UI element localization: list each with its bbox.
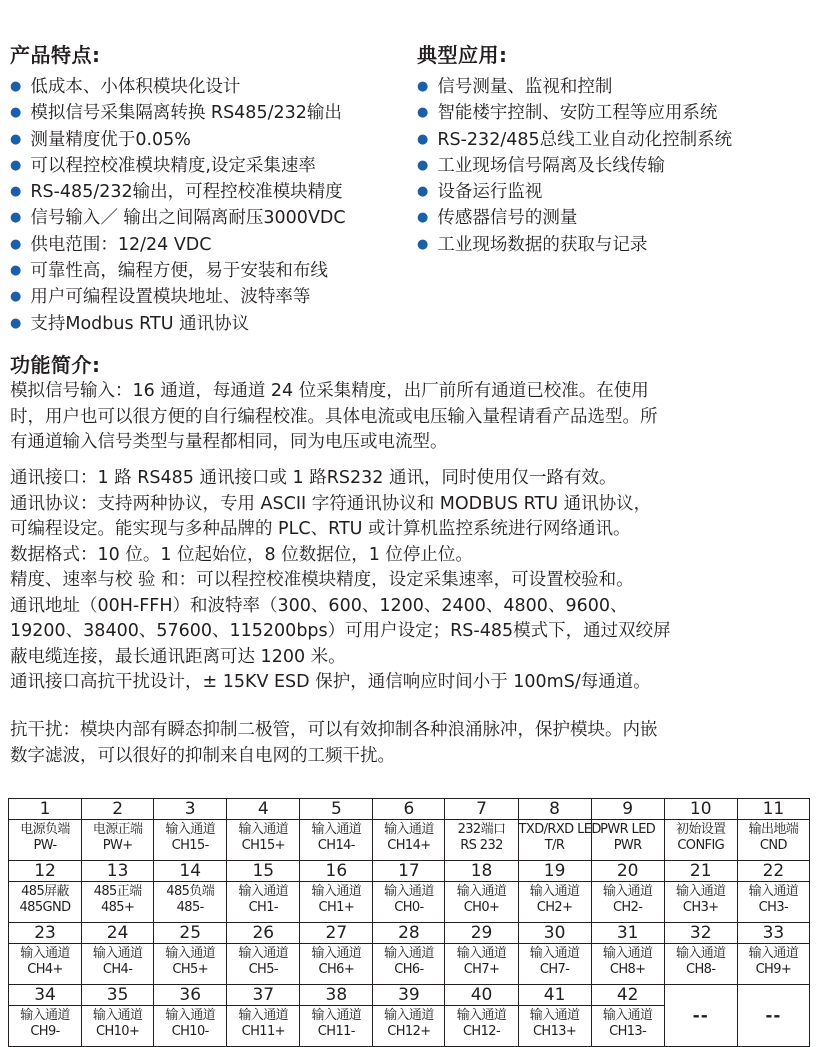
pin-function-label: 输入通道 <box>311 946 362 961</box>
pin-description <box>227 882 300 923</box>
list-item <box>10 258 346 284</box>
bullet-icon: ● <box>10 184 22 200</box>
pin-description <box>445 944 518 985</box>
pin-description <box>9 882 82 923</box>
list-item <box>10 153 346 179</box>
pin-signal-label: RS 232 <box>460 838 503 853</box>
pin-description <box>664 944 737 985</box>
pin-description-row <box>9 820 810 861</box>
pin-signal-label: CONFIG <box>677 838 725 853</box>
pin-signal-label: CH1+ <box>318 900 355 915</box>
pin-number: 21 <box>664 861 737 882</box>
pin-description <box>82 1006 154 1047</box>
pin-description <box>300 944 373 985</box>
pin-description <box>154 944 227 985</box>
list-item <box>417 153 732 179</box>
pin-description <box>9 820 82 861</box>
pin-function-label: 输入通道 <box>384 822 434 837</box>
pin-description <box>591 820 664 861</box>
pin-function-label: 输入通道 <box>456 1008 507 1023</box>
features-heading: 产品特点: <box>10 43 101 67</box>
pin-signal-label: CH6- <box>394 962 424 977</box>
pin-function-label: 输入通道 <box>529 1008 580 1023</box>
pin-number: 29 <box>445 923 518 944</box>
pin-number: 34 <box>9 985 82 1006</box>
feature-text: 可以程控校准模块精度,设定采集速率 <box>30 155 316 176</box>
application-text: RS-232/485总线工业自动化控制系统 <box>437 129 733 150</box>
pin-number: 12 <box>9 861 82 882</box>
pin-description <box>373 820 445 861</box>
application-text: 工业现场数据的获取与记录 <box>437 234 648 255</box>
pin-description <box>664 820 737 861</box>
pin-signal-label: CH12- <box>462 1024 501 1039</box>
pin-function-label: 输入通道 <box>384 946 434 961</box>
pin-description <box>737 820 809 861</box>
pin-function-label: 输入通道 <box>238 946 289 961</box>
pin-function-label: 输入通道 <box>384 884 434 899</box>
empty-pin-cell: -- <box>737 985 809 1047</box>
pin-number: 42 <box>591 985 664 1006</box>
pin-description <box>82 820 154 861</box>
pin-function-label: 输入通道 <box>529 884 580 899</box>
pin-number: 15 <box>227 861 300 882</box>
pin-signal-label: CH10+ <box>95 1024 140 1039</box>
pin-number: 28 <box>373 923 445 944</box>
pin-function-label: 输入通道 <box>529 946 580 961</box>
feature-text: 支持Modbus RTU 通讯协议 <box>30 313 250 334</box>
list-item <box>10 284 346 310</box>
pin-function-label: 输入通道 <box>238 1008 289 1023</box>
pin-function-label: 输入通道 <box>92 946 143 961</box>
pin-number: 32 <box>664 923 737 944</box>
list-item <box>10 127 346 153</box>
pin-number: 11 <box>737 799 809 820</box>
pin-number: 19 <box>518 861 591 882</box>
bullet-icon: ● <box>417 184 429 200</box>
application-text: 智能楼宇控制、安防工程等应用系统 <box>437 103 718 124</box>
pin-function-label: 输入通道 <box>602 884 653 899</box>
pin-description <box>82 944 154 985</box>
anti-interference-paragraph: 抗干扰：模块内部有瞬态抑制二极管，可以有效抑制各种浪涌脉冲，保护模块。内嵌 数字滤波，可以很好的抑制来自电网的工频干扰。 <box>10 720 658 766</box>
pin-description <box>737 882 809 923</box>
pin-signal-label: CH13- <box>609 1024 647 1039</box>
pin-signal-label: CH5- <box>248 962 278 977</box>
pin-signal-label: CH0- <box>394 900 424 915</box>
bullet-icon: ● <box>10 315 22 331</box>
pin-signal-label: CH9- <box>30 1024 60 1039</box>
pin-signal-label: CH15+ <box>241 838 285 853</box>
pin-signal-label: CH8- <box>686 962 716 977</box>
pin-number: 35 <box>82 985 154 1006</box>
pin-function-label: 输入通道 <box>456 884 507 899</box>
analog-input-paragraph: 模拟信号输入：16 通道，每通道 24 位采集精度，出厂前所有通道已校准。在使用 时，用户也可以很方便的自行编程校准。具体电流或电压输入量程请看产品选型。所 有通道输入信号类型与量程都相同，同为电压或电流型。 <box>10 381 658 452</box>
pin-function-label: 输入通道 <box>238 884 289 899</box>
pin-function-label: 输入通道 <box>165 946 215 961</box>
bullet-icon: ● <box>417 157 429 173</box>
pin-description <box>518 820 601 861</box>
list-item <box>417 205 732 231</box>
pin-description <box>518 1006 591 1047</box>
pin-description <box>445 1006 518 1047</box>
pin-signal-label: T/R <box>544 838 565 853</box>
pin-signal-label: 485+ <box>100 900 135 915</box>
pin-function-label: 输入通道 <box>602 1008 653 1023</box>
pin-number: 25 <box>154 923 227 944</box>
pin-signal-label: PWR <box>613 838 642 853</box>
feature-text: 测量精度优于0.05% <box>30 129 191 150</box>
pin-number: 10 <box>664 799 737 820</box>
list-item <box>417 127 732 153</box>
pin-number: 20 <box>591 861 664 882</box>
pin-number: 1 <box>9 799 82 820</box>
pin-function-label: 485正端 <box>93 884 142 899</box>
bullet-icon: ● <box>10 157 22 173</box>
pin-function-label: 输入通道 <box>456 946 507 961</box>
pin-function-label: 输入通道 <box>20 946 70 961</box>
pin-signal-label: CH0+ <box>463 900 500 915</box>
pin-number-row <box>9 861 810 882</box>
features-list <box>10 74 346 337</box>
pin-number: 2 <box>82 799 154 820</box>
pin-function-label: PWR LED <box>600 822 656 837</box>
pin-signal-label: CH6+ <box>318 962 355 977</box>
pin-signal-label: CND <box>759 838 787 853</box>
pin-signal-label: CH7- <box>539 962 570 977</box>
pin-description <box>154 820 227 861</box>
bullet-icon: ● <box>10 236 22 252</box>
pin-signal-label: CH10- <box>171 1024 209 1039</box>
application-text: 设备运行监视 <box>437 182 543 203</box>
pin-number: 14 <box>154 861 227 882</box>
pin-function-label: 输入通道 <box>311 1008 362 1023</box>
pin-signal-label: CH8+ <box>609 962 646 977</box>
list-item <box>10 232 346 258</box>
pin-description <box>82 882 154 923</box>
list-item <box>10 100 346 126</box>
pin-description <box>373 882 445 923</box>
pin-signal-label: CH9+ <box>755 962 792 977</box>
pin-function-label: 电源正端 <box>92 822 143 837</box>
bullet-icon: ● <box>417 79 429 94</box>
pin-number: 18 <box>445 861 518 882</box>
pin-description <box>154 1006 227 1047</box>
pin-signal-label: CH2- <box>612 900 643 915</box>
pin-signal-label: 485- <box>176 900 204 915</box>
pin-number: 7 <box>445 799 518 820</box>
pin-number: 17 <box>373 861 445 882</box>
pin-function-label: 输入通道 <box>238 822 289 837</box>
pin-function-label: 输入通道 <box>675 884 726 899</box>
bullet-icon: ● <box>417 131 429 147</box>
pin-signal-label: PW- <box>33 838 57 853</box>
list-item <box>417 100 732 126</box>
pin-number: 26 <box>227 923 300 944</box>
pin-number: 3 <box>154 799 227 820</box>
pin-signal-label: CH4+ <box>27 962 63 977</box>
bullet-icon: ● <box>10 289 22 305</box>
pin-description <box>300 882 373 923</box>
pin-description <box>227 820 300 861</box>
pin-function-label: 输入通道 <box>165 1008 215 1023</box>
pin-signal-label: PW+ <box>102 838 133 853</box>
applications-list <box>417 74 732 258</box>
pin-signal-label: CH12+ <box>387 1024 431 1039</box>
pin-description <box>300 1006 373 1047</box>
list-item <box>417 179 732 205</box>
pin-function-label: 输入通道 <box>92 1008 143 1023</box>
pin-number: 31 <box>591 923 664 944</box>
pin-description <box>445 820 518 861</box>
pin-description <box>373 1006 445 1047</box>
list-item <box>10 311 346 337</box>
feature-text: 低成本、小体积模块化设计 <box>30 77 241 97</box>
feature-text: RS-485/232输出，可程控校准模块精度 <box>30 182 343 203</box>
pin-description-row <box>9 882 810 923</box>
list-item <box>10 74 346 100</box>
pin-description <box>445 882 518 923</box>
pin-number: 36 <box>154 985 227 1006</box>
pin-function-label: 输出地端 <box>748 822 799 837</box>
pin-signal-label: CH3+ <box>682 900 719 915</box>
pin-number-row <box>9 799 810 820</box>
pin-description <box>591 882 664 923</box>
pin-description <box>591 1006 664 1047</box>
pin-description <box>591 944 664 985</box>
pin-function-label: 输入通道 <box>602 946 653 961</box>
pin-signal-label: CH2+ <box>536 900 573 915</box>
pin-number: 30 <box>518 923 591 944</box>
pin-function-label: 输入通道 <box>384 1008 434 1023</box>
pin-function-label: 输入通道 <box>311 822 362 837</box>
bullet-icon: ● <box>417 105 429 121</box>
pin-number-row <box>9 985 810 1006</box>
pin-number: 23 <box>9 923 82 944</box>
bullet-icon: ● <box>10 210 22 226</box>
pin-number: 5 <box>300 799 373 820</box>
bullet-icon: ● <box>417 210 429 226</box>
pin-description <box>227 944 300 985</box>
pin-description <box>227 1006 300 1047</box>
feature-text: 信号输入／ 输出之间隔离耐压3000VDC <box>30 208 346 229</box>
pin-description <box>9 1006 82 1047</box>
pin-signal-label: CH11+ <box>241 1024 285 1039</box>
pin-function-label: 电源负端 <box>20 822 70 837</box>
pin-description-row <box>9 944 810 985</box>
pin-function-label: 输入通道 <box>675 946 726 961</box>
pin-function-label: 232端口 <box>457 822 506 837</box>
pin-signal-label: 485GND <box>19 900 71 915</box>
pin-number-row <box>9 923 810 944</box>
feature-text: 供电范围：12/24 VDC <box>30 234 212 255</box>
pin-description <box>9 944 82 985</box>
pin-function-label: 初始设置 <box>675 822 726 837</box>
pin-function-label: 输入通道 <box>311 884 362 899</box>
pin-number: 8 <box>518 799 591 820</box>
pin-description <box>154 882 227 923</box>
pin-description <box>737 944 809 985</box>
pin-description <box>300 820 373 861</box>
pin-number: 33 <box>737 923 809 944</box>
pin-signal-label: CH15- <box>171 838 209 853</box>
pin-number: 9 <box>591 799 664 820</box>
pin-description <box>518 944 591 985</box>
pin-description <box>373 944 445 985</box>
empty-pin-cell: -- <box>664 985 737 1047</box>
functions-heading: 功能简介: <box>10 353 101 377</box>
pin-description <box>518 882 591 923</box>
feature-text: 可靠性高，编程方便，易于安装和布线 <box>30 261 328 282</box>
communication-paragraph: 通讯接口：1 路 RS485 通讯接口或 1 路RS232 通讯，同时使用仅一路有效。 通讯协议：支持两种协议，专用 ASCII 字符通讯协议和 MODBUS RTU 通讯协议， 可编程设定。能实现与多种品牌的 PLC、RTU 或计算机监控系统进行网络通讯。 数据格式：10 位。1 位起始位，8 位数据位，1 位停止位。 精度、速率与校 验 和：可以程控校准模块精度，设定采集速率，可设置校验和。 通讯地址（00H-FFH）和波特率（300、600、1200、2400、4800、9600、 19200、38400、57600、115200bps）可用户设定；RS-485模式下，通过双绞屏 蔽电缆连接，最长通讯距离可达 1200 米。 通讯接口高抗干扰设计，± 15KV ESD 保护，通信响应时间小于 100mS/每通道。 <box>10 468 671 692</box>
pin-number: 27 <box>300 923 373 944</box>
pin-description <box>664 882 737 923</box>
pin-signal-label: CH7+ <box>463 962 500 977</box>
pin-function-label: 输入通道 <box>165 822 215 837</box>
pin-number: 41 <box>518 985 591 1006</box>
pin-signal-label: CH14- <box>317 838 355 853</box>
pin-number: 13 <box>82 861 154 882</box>
pin-definition-table <box>8 798 810 1047</box>
application-text: 传感器信号的测量 <box>437 208 578 229</box>
pin-signal-label: CH5+ <box>172 962 208 977</box>
pin-function-label: 485负端 <box>166 884 215 899</box>
pin-number: 22 <box>737 861 809 882</box>
pin-number: 38 <box>300 985 373 1006</box>
pin-signal-label: CH13+ <box>532 1024 577 1039</box>
pin-signal-label: CH4- <box>102 962 133 977</box>
feature-text: 模拟信号采集隔离转换 RS485/232输出 <box>30 103 342 124</box>
pin-function-label: 输入通道 <box>748 946 799 961</box>
list-item <box>417 232 732 258</box>
applications-heading: 典型应用: <box>417 43 508 67</box>
bullet-icon: ● <box>10 105 22 121</box>
pin-function-label: 输入通道 <box>748 884 799 899</box>
pin-number: 6 <box>373 799 445 820</box>
pin-number: 37 <box>227 985 300 1006</box>
pin-number: 16 <box>300 861 373 882</box>
pin-signal-label: CH1- <box>248 900 278 915</box>
pin-number: 39 <box>373 985 445 1006</box>
pin-signal-label: CH11- <box>317 1024 355 1039</box>
pin-number: 24 <box>82 923 154 944</box>
bullet-icon: ● <box>10 79 22 94</box>
application-text: 工业现场信号隔离及长线传输 <box>437 155 665 176</box>
application-text: 信号测量、监视和控制 <box>437 77 613 97</box>
pin-function-label: TXD/RXD LED <box>518 822 601 837</box>
pin-function-label: 485屏蔽 <box>21 884 69 899</box>
list-item <box>10 205 346 231</box>
pin-signal-label: CH14+ <box>387 838 431 853</box>
pin-function-label: 输入通道 <box>20 1008 70 1023</box>
list-item <box>10 179 346 205</box>
bullet-icon: ● <box>417 236 429 252</box>
bullet-icon: ● <box>10 263 22 279</box>
feature-text: 用户可编程设置模块地址、波特率等 <box>30 287 311 308</box>
pin-number: 40 <box>445 985 518 1006</box>
list-item <box>417 74 732 100</box>
bullet-icon: ● <box>10 131 22 147</box>
pin-signal-label: CH3- <box>758 900 789 915</box>
pin-number: 4 <box>227 799 300 820</box>
